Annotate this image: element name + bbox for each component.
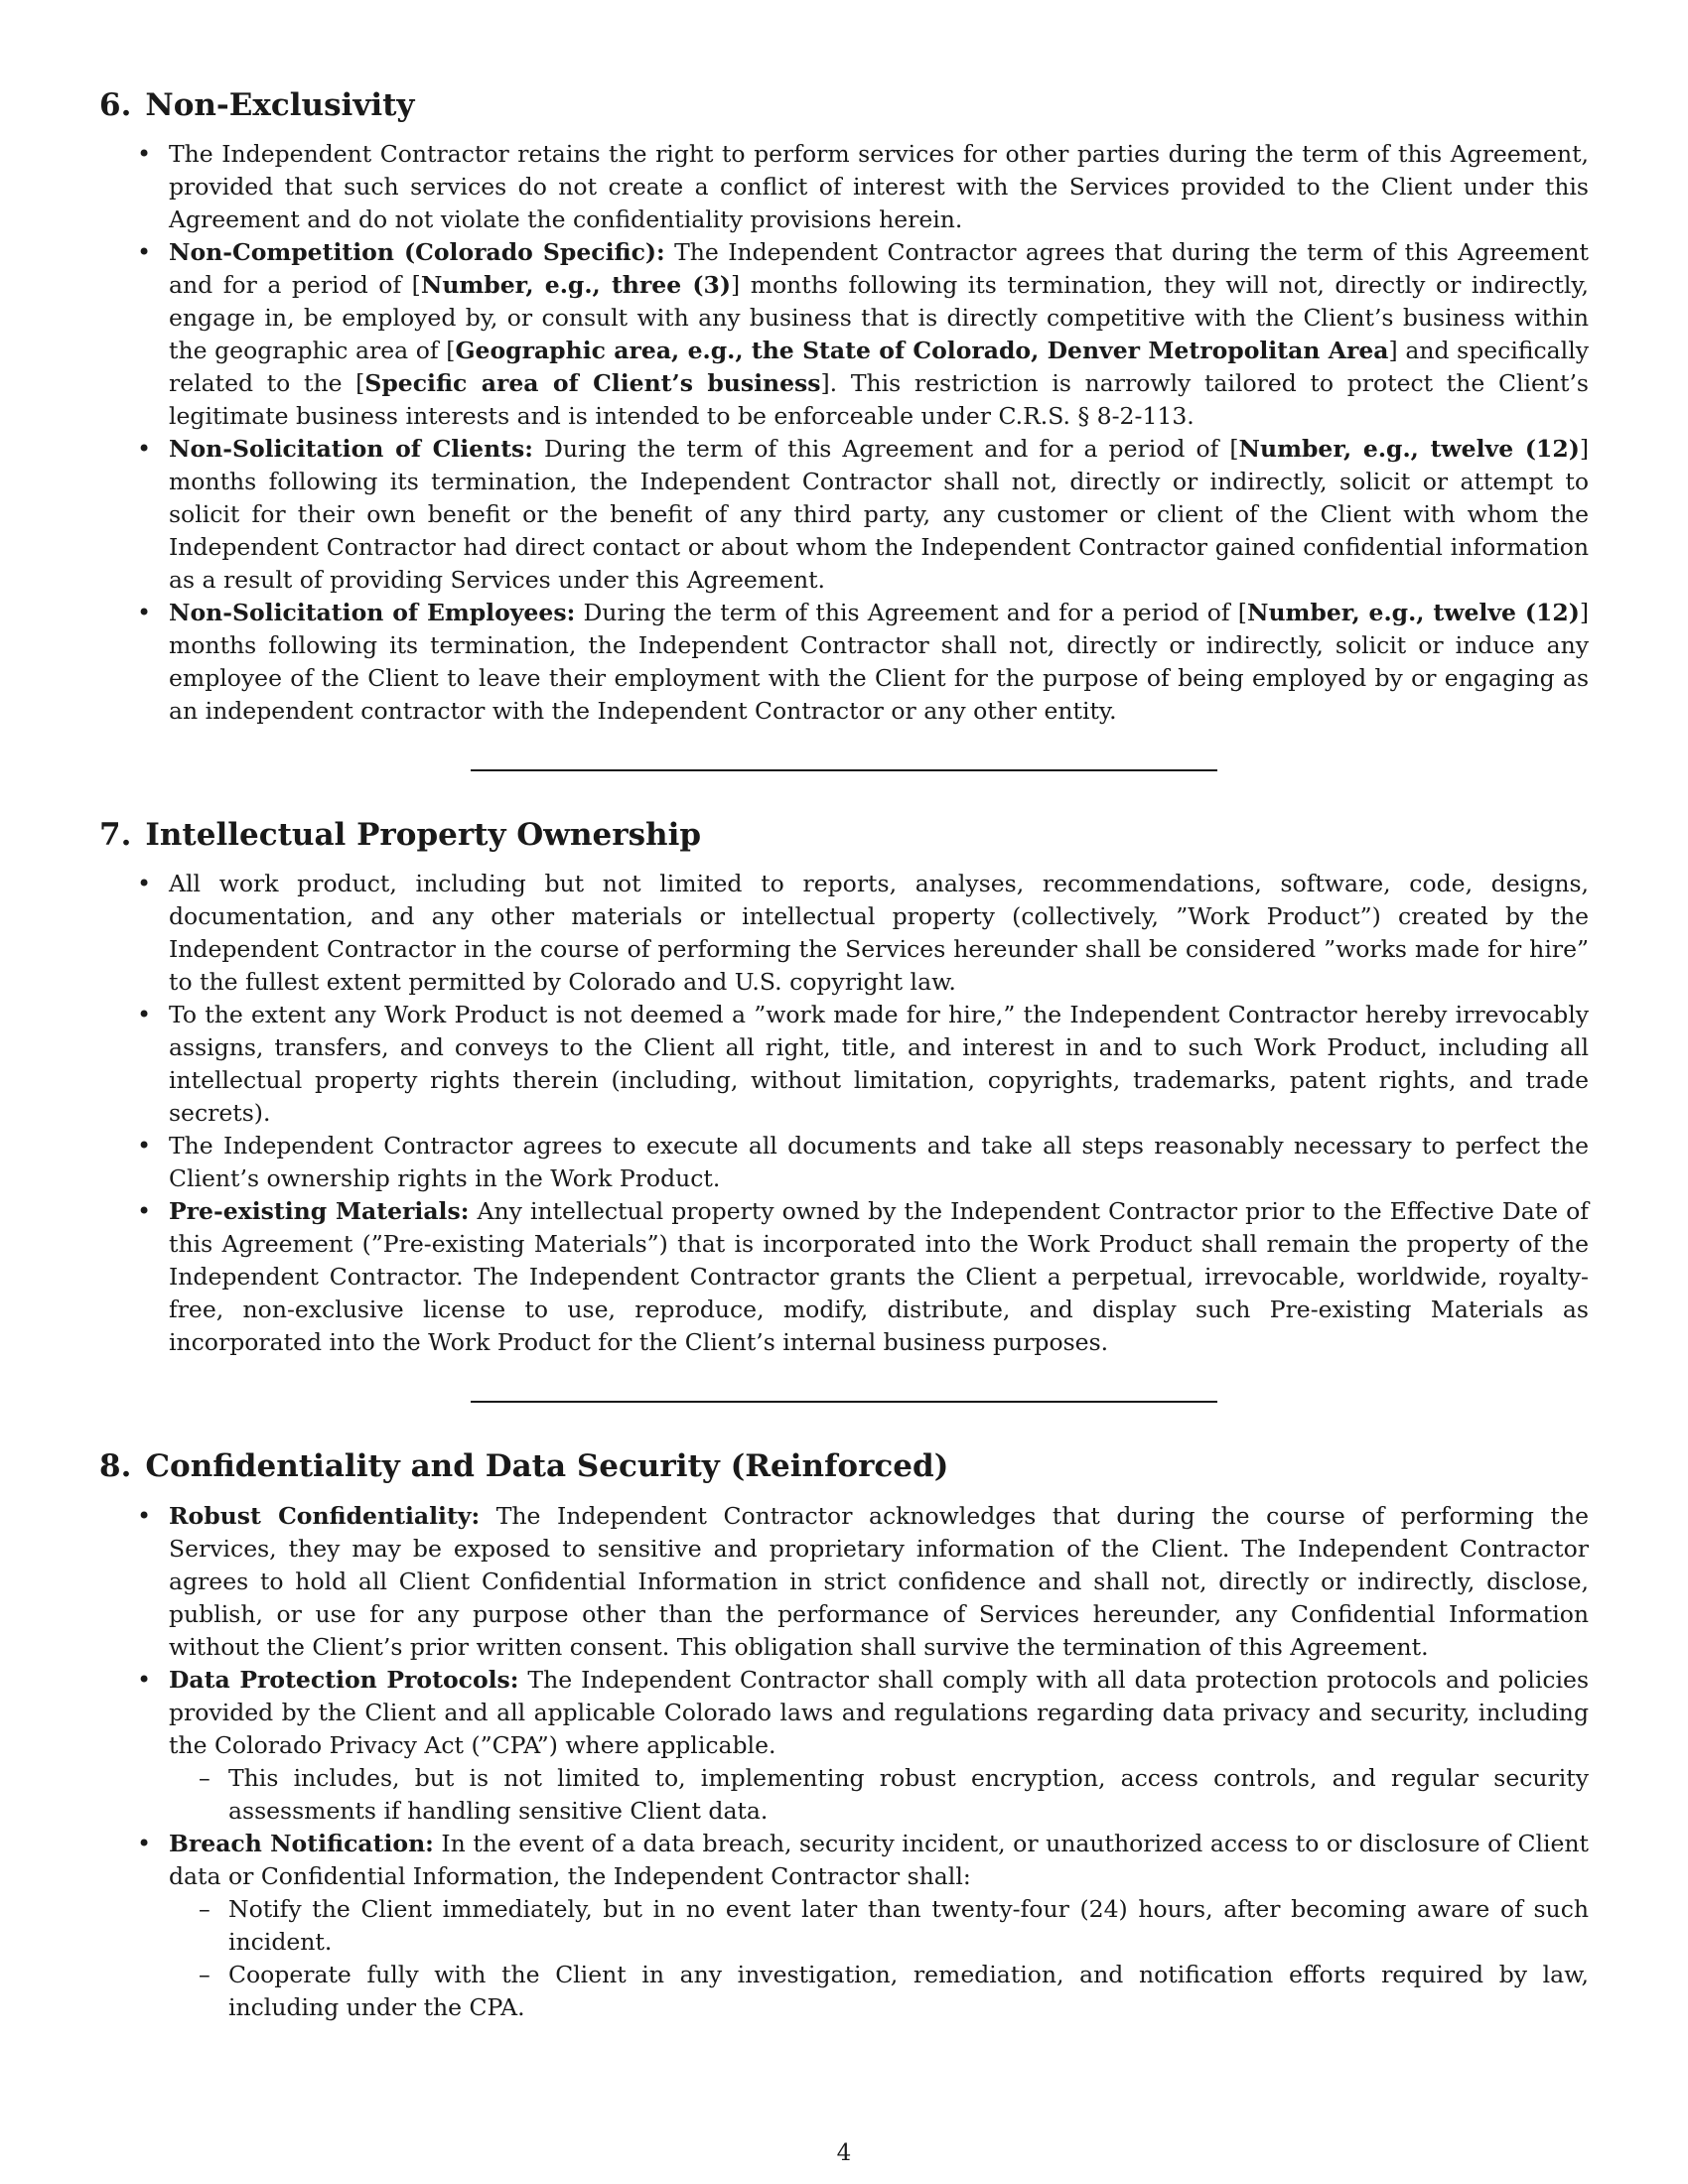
bullet-list (99, 138, 1589, 728)
list-item: • The Independent Contractor retains the right to perform services for other parties during the term of this Agreement, provided that such services do not create a conflict of interest with the Services provided to the Client under this Agreement and do not violate the confidentiality provisions herein. (99, 138, 1589, 236)
sub-list (169, 1893, 1589, 2024)
list-item: • Non-Solicitation of Clients: During the term of this Agreement and for a period of [Number, e.g., twelve (12)] months following its termination, the Independent Contractor shall not, directly or indirectly, solicit or attempt to solicit for their own benefit or the benefit of any third party, any customer or client of the Client with whom the Independent Contractor had direct contact or about whom the Independent Contractor gained confidential information as a result of providing Services under this Agreement. (99, 433, 1589, 597)
section-heading: 6. Non-Exclusivity (99, 87, 415, 123)
section-confidentiality (99, 1448, 1589, 2023)
list-item: • Non-Competition (Colorado Specific): The Independent Contractor agrees that during the term of this Agreement and for a period of [Number, e.g., three (3)] months following its termination, they will not, directly or indirectly, engage in, be employed by, or consult with any business that is directly competitive with the Client’s business within the geographic area of [Geographic area, e.g., the State of Colorado, Denver Metropolitan Area] and specifically related to the [Specific area of Client’s business]. This restriction is narrowly tailored to protect the Client’s legitimate business interests and is intended to be enforceable under C.R.S. § 8-2-113. (99, 236, 1589, 433)
sub-list-item: – Notify the Client immediately, but in no event later than twenty-four (24) hours, after becoming aware of such incident. (169, 1893, 1589, 1959)
bullet-list (99, 1500, 1589, 2024)
page-number: 4 (836, 2140, 852, 2166)
section-non-exclusivity (99, 87, 1589, 728)
list-item: • Data Protection Protocols: The Independent Contractor shall comply with all data protection protocols and policies provided by the Client and all applicable Colorado laws and regulations regarding data privacy and security, including the Colorado Privacy Act (”CPA”) where applicable. – This includes, but is not limited to, implementing robust encryption, access controls, and regular security assessments if handling sensitive Client data. (99, 1664, 1589, 1828)
section-heading: 7. Intellectual Property Ownership (99, 817, 702, 854)
sub-list-item: – Cooperate fully with the Client in any investigation, remediation, and notification efforts required by law, including under the CPA. (169, 1959, 1589, 2024)
list-item: • Non-Solicitation of Employees: During the term of this Agreement and for a period of [Number, e.g., twelve (12)] months following its termination, the Independent Contractor shall not, directly or indirectly, solicit or induce any employee of the Client to leave their employment with the Client for the purpose of being employed by or engaging as an independent contractor with the Independent Contractor or any other entity. (99, 597, 1589, 728)
bullet-list (99, 868, 1589, 1359)
list-item: • All work product, including but not limited to reports, analyses, recommendations, software, code, designs, documentation, and any other materials or intellectual property (collectively, ”Work Product”) created by the Independent Contractor in the course of performing the Services hereunder shall be considered ”works made for hire” to the fullest extent permitted by Colorado and U.S. copyright law. (99, 868, 1589, 999)
list-item: • Robust Confidentiality: The Independent Contractor acknowledges that during the course of performing the Services, they may be exposed to sensitive and proprietary information of the Client. The Independent Contractor agrees to hold all Client Confidential Information in strict confidence and shall not, directly or indirectly, disclose, publish, or use for any purpose other than the performance of Services hereunder, any Confidential Information without the Client’s prior written consent. This obligation shall survive the termination of this Agreement. (99, 1500, 1589, 1664)
list-item: • Breach Notification: In the event of a data breach, security incident, or unauthorized access to or disclosure of Client data or Confidential Information, the Independent Contractor shall: – Notify the Client immediately, but in no event later than twenty-four (24) hours, after becoming aware of such incident. – Cooperate fully with the Client in any investigation, remediation, and notification efforts required by law, including under the CPA. (99, 1828, 1589, 2024)
section-intellectual-property (99, 817, 1589, 1359)
sub-list (169, 1762, 1589, 1828)
section-heading: 8. Confidentiality and Data Security (Reinforced) (99, 1448, 949, 1485)
section-divider (471, 769, 1217, 771)
list-item: • The Independent Contractor agrees to execute all documents and take all steps reasonably necessary to perfect the Client’s ownership rights in the Work Product. (99, 1130, 1589, 1195)
sub-list-item: – This includes, but is not limited to, implementing robust encryption, access controls, and regular security assessments if handling sensitive Client data. (169, 1762, 1589, 1828)
list-item: • Pre-existing Materials: Any intellectual property owned by the Independent Contractor prior to the Effective Date of this Agreement (”Pre-existing Materials”) that is incorporated into the Work Product shall remain the property of the Independent Contractor. The Independent Contractor grants the Client a perpetual, irrevocable, worldwide, royalty-free, non-exclusive license to use, reproduce, modify, distribute, and display such Pre-existing Materials as incorporated into the Work Product for the Client’s internal business purposes. (99, 1195, 1589, 1359)
list-item: • To the extent any Work Product is not deemed a ”work made for hire,” the Independent Contractor hereby irrevocably assigns, transfers, and conveys to the Client all right, title, and interest in and to such Work Product, including all intellectual property rights therein (including, without limitation, copyrights, trademarks, patent rights, and trade secrets). (99, 999, 1589, 1130)
section-divider (471, 1401, 1217, 1403)
document-page (99, 87, 1589, 2024)
